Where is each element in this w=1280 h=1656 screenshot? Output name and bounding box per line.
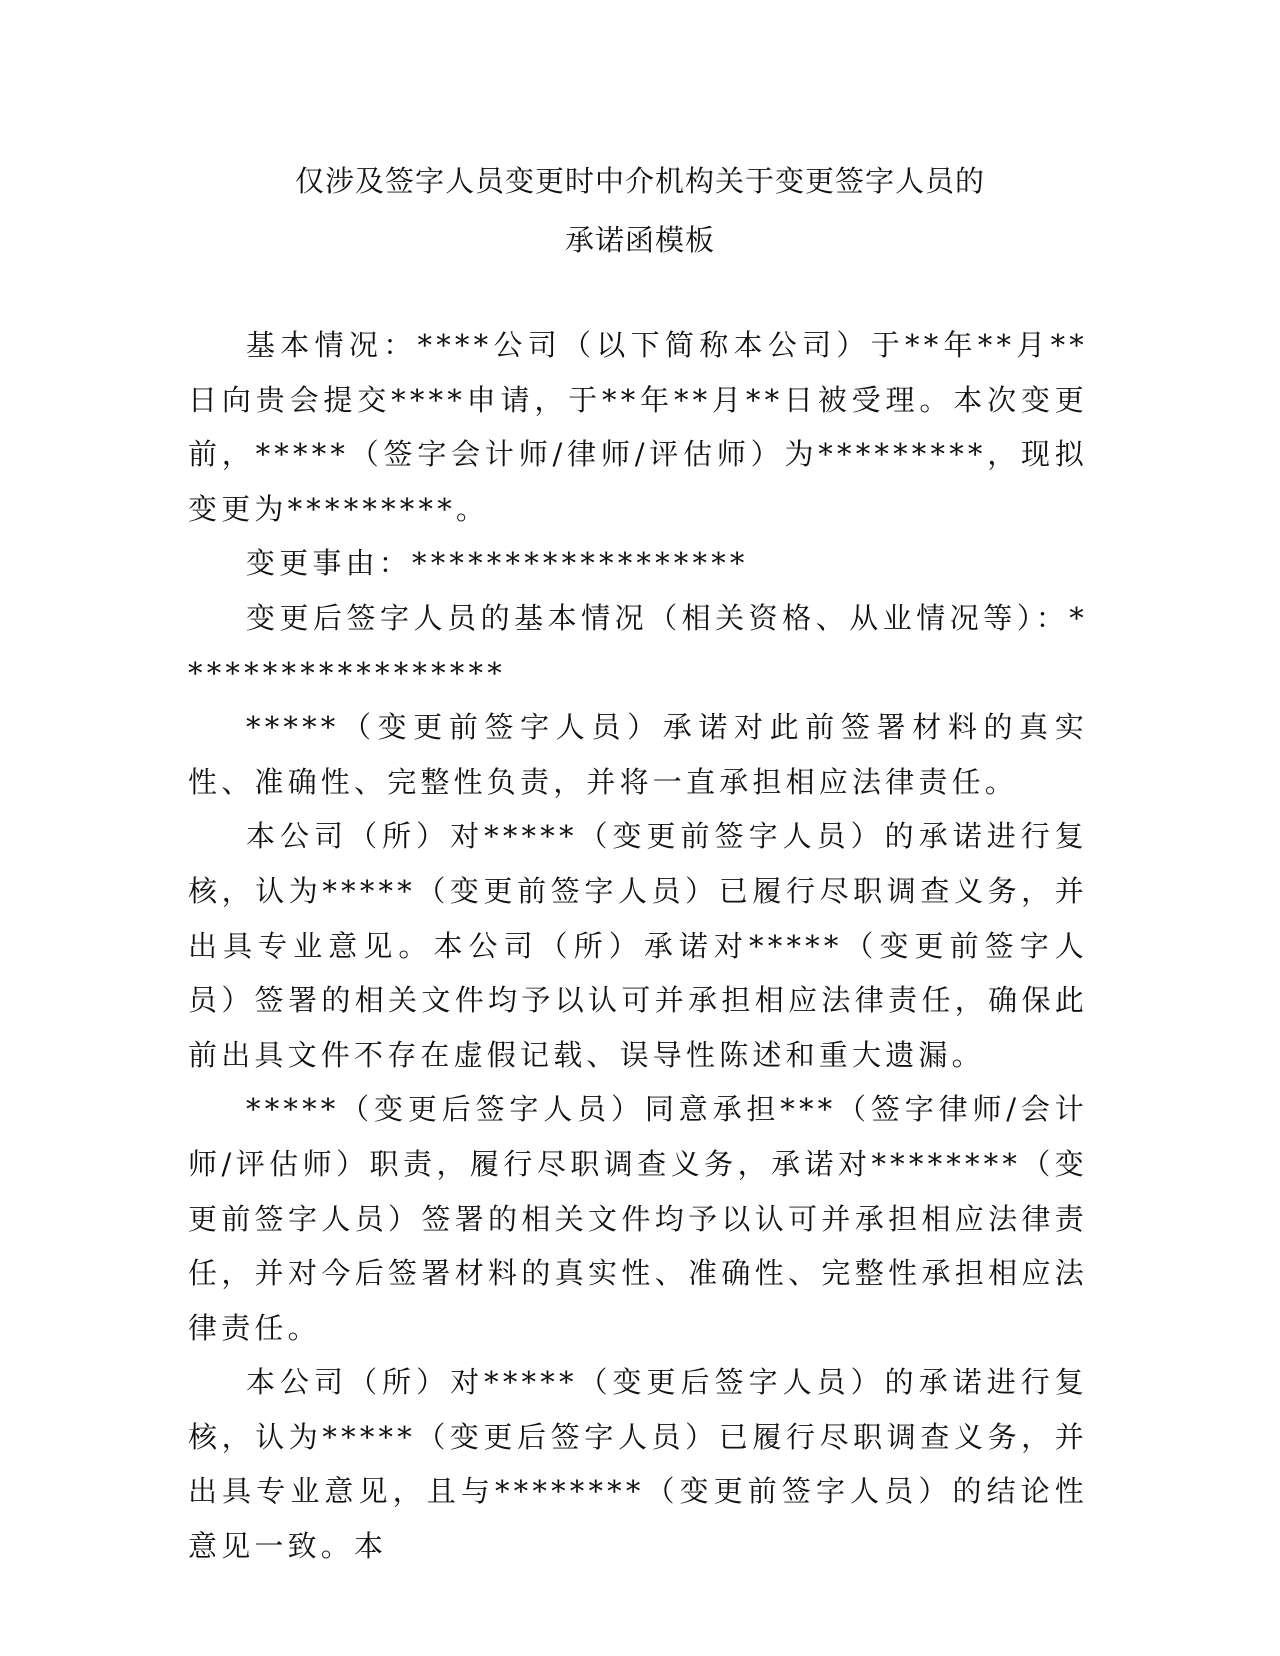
- title-line-1: 仅涉及签字人员变更时中介机构关于变更签字人员的: [294, 164, 985, 198]
- document-title: [190, 152, 1090, 270]
- document-body: [188, 318, 1088, 1574]
- paragraph-former-signer-commitment: *****（变更前签字人员）承诺对此前签署材料的真实性、准确性、完整性负责，并将一直承担相应法律责任。: [188, 710, 1088, 799]
- paragraph-change-reason: 变更事由：******************: [246, 546, 749, 581]
- title-line-2: 承诺函模板: [564, 223, 715, 257]
- paragraph-new-signer-commitment: *****（变更后签字人员）同意承担***（签字律师/会计师/评估师）职责，履行尽职调查义务，承诺对********（变更前签字人员）签署的相关文件均予以认可并承担相应法律责任，并对今后签署材料的真实性、准确性、完整性承担相应法律责任。: [188, 1092, 1088, 1345]
- paragraph-new-signer-info: 变更后签字人员的基本情况（相关资格、从业情况等）：******************: [188, 600, 1088, 690]
- paragraph-basic-info: 基本情况：****公司（以下简称本公司）于**年**月**日向贵会提交****申请，于**年**月**日被受理。本次变更前，*****（签字会计师/律师/评估师）为*********，现拟变更为*********。: [188, 328, 1088, 526]
- paragraph-firm-review-new: 本公司（所）对*****（变更后签字人员）的承诺进行复核，认为*****（变更后签字人员）已履行尽职调查义务，并出具专业意见，且与********（变更前签字人员）的结论性意见一致。本: [188, 1365, 1088, 1564]
- paragraph-firm-review-former: 本公司（所）对*****（变更前签字人员）的承诺进行复核，认为*****（变更前签字人员）已履行尽职调查义务，并出具专业意见。本公司（所）承诺对*****（变更前签字人员）签署的相关文件均予以认可并承担相应法律责任，确保此前出具文件不存在虚假记载、误导性陈述和重大遗漏。: [188, 819, 1088, 1072]
